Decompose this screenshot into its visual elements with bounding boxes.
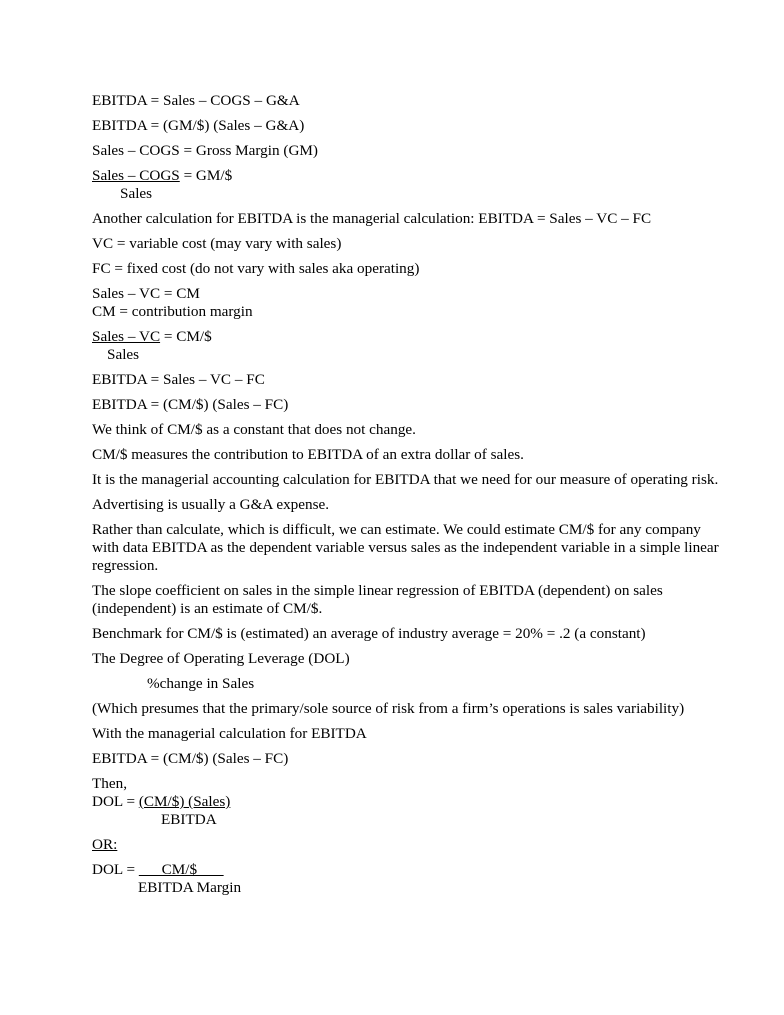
gm-ratio-numerator: Sales – COGS [92,167,180,184]
slope-coefficient-paragraph: The slope coefficient on sales in the simple linear regression of EBITDA (dependent) on sales (independent) is an estimate of CM/$. [92,582,663,617]
cm-constant-note: We think of CM/$ as a constant that does not change. [92,421,416,438]
dol-denominator-1: EBITDA [161,811,217,828]
then-label: Then, [92,775,128,792]
dol-numerator-2: CM/$ [138,861,224,878]
dol-heading: The Degree of Operating Leverage (DOL) [92,650,350,667]
cm-ratio-fraction [92,328,722,364]
dol-denominator-2: EBITDA Margin [138,879,242,896]
vc-definition: VC = variable cost (may vary with sales) [92,235,342,252]
or-label: OR: [92,836,118,853]
ebitda-formula-1: EBITDA = Sales – COGS – G&A [92,92,300,109]
cm-ratio-denominator: Sales [107,346,140,363]
pct-change-sales: %change in Sales [147,675,255,692]
cm-measures-note: CM/$ measures the contribution to EBITDA of an extra dollar of sales. [92,446,524,463]
cm-formula: Sales – VC = CM [92,285,200,302]
ebitda-formula-5: EBITDA = (CM/$) (Sales – FC) [92,750,289,767]
dol-formula-1 [92,775,722,829]
dol-formula-2 [92,861,722,897]
document-body [92,92,722,904]
ebitda-formula-2: EBITDA = (GM/$) (Sales – G&A) [92,117,305,134]
ebitda-formula-4: EBITDA = (CM/$) (Sales – FC) [92,396,289,413]
managerial-ebitda-line: With the managerial calculation for EBITDA [92,725,367,742]
dol-prefix-1: DOL = [92,793,139,810]
gross-margin-def: Sales – COGS = Gross Margin (GM) [92,142,318,159]
estimate-paragraph: Rather than calculate, which is difficult, we can estimate. We could estimate CM/$ for any company with data EBITDA as the dependent variable versus sales as the independent variable in a simple linear regression. [92,521,719,574]
cm-ratio-result: = CM/$ [160,328,212,345]
gm-ratio-result: = GM/$ [179,167,233,184]
operating-risk-paragraph: It is the managerial accounting calculation for EBITDA that we need for our measure of operating risk. [92,471,719,488]
cm-definition-block [92,285,722,321]
managerial-calc-paragraph: Another calculation for EBITDA is the managerial calculation: EBITDA = Sales – VC – FC [92,210,652,227]
dol-prefix-2: DOL = [92,861,139,878]
cm-ratio-numerator: Sales – VC [92,328,161,345]
cm-definition: CM = contribution margin [92,303,253,320]
dol-numerator-1: (CM/$) (Sales) [138,793,231,810]
presumes-paragraph: (Which presumes that the primary/sole source of risk from a firm’s operations is sales variability) [92,700,685,717]
gm-ratio-fraction [92,167,722,203]
benchmark-paragraph: Benchmark for CM/$ is (estimated) an average of industry average = 20% = .2 (a constant) [92,625,646,642]
ebitda-formula-3: EBITDA = Sales – VC – FC [92,371,265,388]
fc-definition: FC = fixed cost (do not vary with sales aka operating) [92,260,420,277]
advertising-note: Advertising is usually a G&A expense. [92,496,330,513]
gm-ratio-denominator: Sales [120,185,153,202]
